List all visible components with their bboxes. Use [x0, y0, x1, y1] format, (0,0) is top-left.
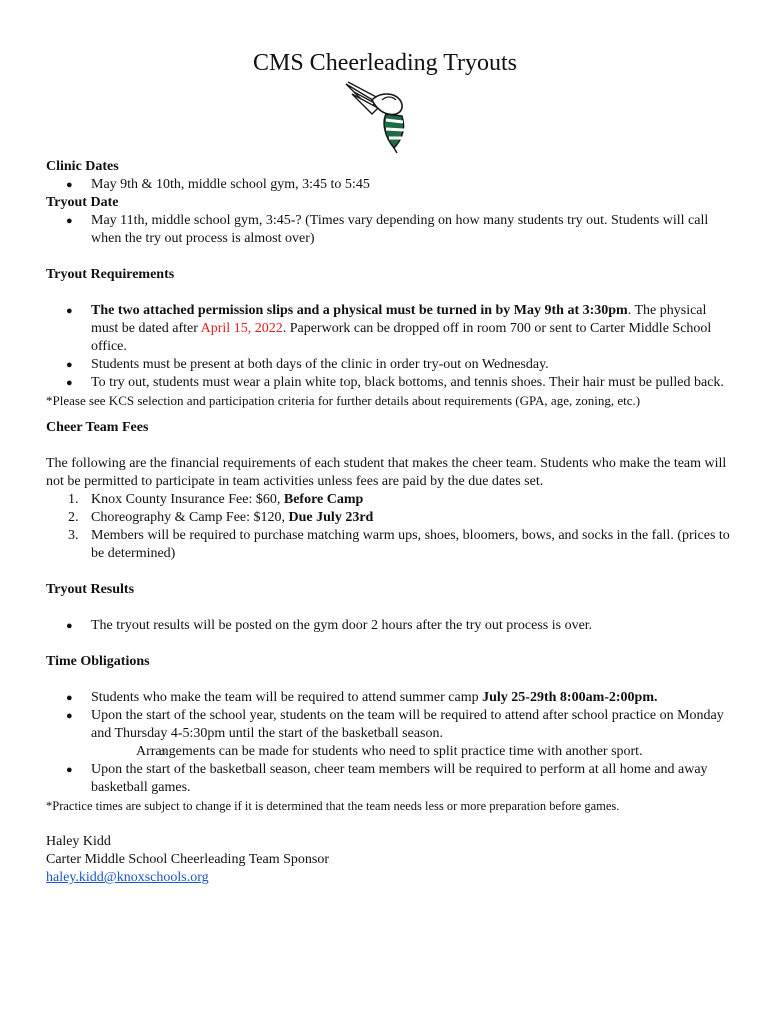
list-item: 2. Choreography & Camp Fee: $120, Due July 23rd — [68, 510, 374, 525]
time-heading: Time Obligations — [46, 654, 150, 669]
time-note: *Practice times are subject to change if it is determined that the team needs less or more preparation before games. — [46, 799, 620, 813]
list-item: ● May 9th & 10th, middle school gym, 3:45 to 5:45 — [46, 176, 730, 194]
page-title: CMS Cheerleading Tryouts — [252, 50, 518, 76]
signature-role: Carter Middle School Cheerleading Team Sponsor — [46, 852, 329, 867]
clinic-heading: Clinic Dates — [46, 159, 119, 174]
results-heading: Tryout Results — [46, 582, 135, 597]
document-body — [46, 158, 730, 887]
time-sublist — [91, 743, 730, 761]
hornet-mascot-icon — [342, 78, 424, 154]
list-item: 1. Knox County Insurance Fee: $60, Before Camp — [68, 492, 364, 507]
fees-heading: Cheer Team Fees — [46, 420, 149, 435]
list-item: ● Upon the start of the basketball season, cheer team members will be required to perform at all home and away basketball games. — [46, 761, 730, 797]
list-item: ● The two attached permission slips and a physical must be turned in by May 9th at 3:30pm. The physical must be dated after April 15, 2022. Paperwork can be dropped off in room 700 or sent to Carter Middle School office. — [46, 302, 730, 356]
list-item: ○ Arrangements can be made for students who need to split practice time with another sport. — [91, 743, 730, 761]
results-list — [46, 617, 730, 635]
list-item: ● Students who make the team will be required to attend summer camp July 25-29th 8:00am-2:00pm. — [46, 689, 730, 707]
time-list — [46, 689, 730, 797]
requirements-note: *Please see KCS selection and participation criteria for further details about requirements (GPA, age, zoning, etc.) — [46, 393, 641, 408]
requirements-deadline: The two attached permission slips and a physical must be turned in by May 9th at 3:30pm — [91, 303, 628, 318]
list-item: ● Upon the start of the school year, students on the team will be required to attend after school practice on Monday and Thursday 4-5:30pm until the start of the basketball season. ○ Arrangements can be made for students who need to split practice time with another sport. — [46, 707, 730, 761]
requirements-heading: Tryout Requirements — [46, 267, 175, 282]
clinic-list — [46, 176, 730, 194]
email-link[interactable]: haley.kidd@knoxschools.org — [46, 870, 209, 885]
camp-dates: July 25-29th 8:00am-2:00pm. — [482, 690, 658, 705]
fees-intro: The following are the financial requirements of each student that makes the cheer team. Students who make the team will not be permitted to participate in team activities unless fees are paid by the due dates set. — [46, 456, 727, 489]
list-item: 3. Members will be required to purchase matching warm ups, shoes, bloomers, bows, and socks in the fall. (prices to be determined) — [68, 528, 730, 561]
list-item: ● The tryout results will be posted on the gym door 2 hours after the try out process is over. — [46, 617, 730, 635]
list-item: ● Students must be present at both days of the clinic in order try-out on Wednesday. — [46, 356, 730, 374]
tryout-list — [46, 212, 730, 248]
requirements-list — [46, 302, 730, 392]
signature-name: Haley Kidd — [46, 834, 111, 849]
tryout-heading: Tryout Date — [46, 195, 119, 210]
list-item: ● May 11th, middle school gym, 3:45-? (Times vary depending on how many students try out. Students will call when the try out process is almost over) — [46, 212, 730, 248]
fees-list — [46, 491, 730, 563]
list-item: ● To try out, students must wear a plain white top, black bottoms, and tennis shoes. Their hair must be pulled back. — [46, 374, 730, 392]
physical-date: April 15, 2022 — [200, 321, 283, 336]
